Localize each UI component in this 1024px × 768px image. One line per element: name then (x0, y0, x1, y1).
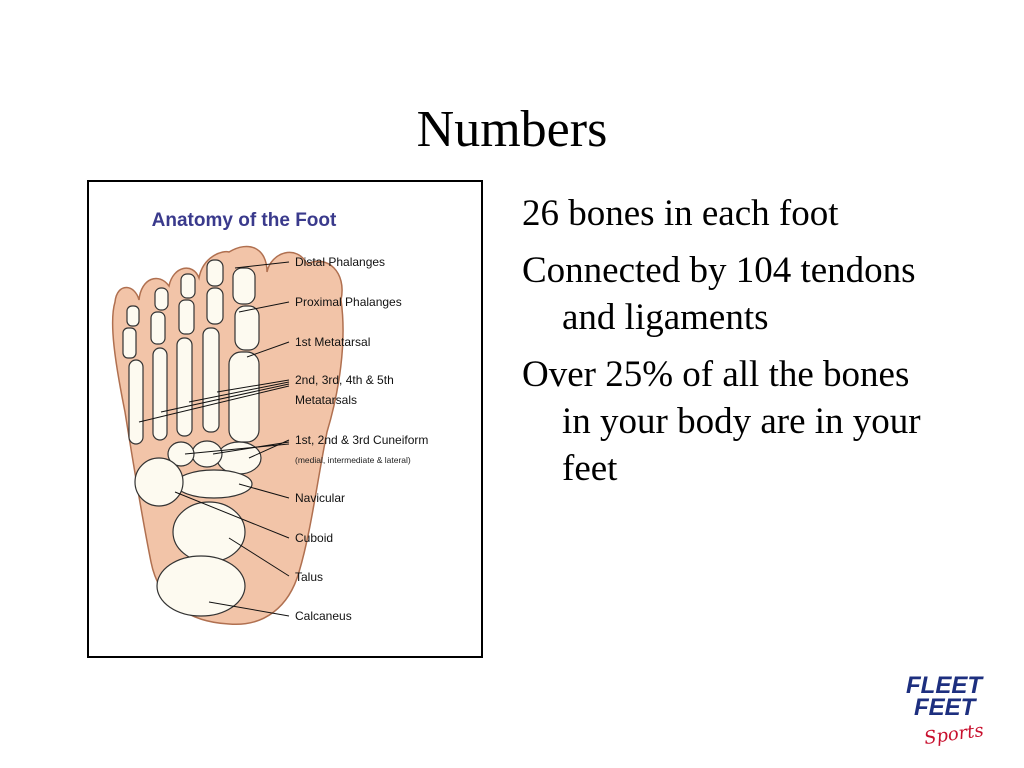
label-metatarsals-line1: 2nd, 3rd, 4th & 5th (295, 373, 394, 387)
foot-anatomy-figure (87, 180, 483, 658)
logo-line2: FEET (914, 694, 976, 721)
bullet-item: Over 25% of all the bones in your body are in your feet (522, 354, 921, 489)
label-calcaneus: Calcaneus (295, 609, 352, 623)
label-navicular: Navicular (295, 491, 346, 505)
logo-script: Sports (922, 719, 985, 750)
foot-illustration (89, 182, 481, 656)
bullet-item: 26 bones in each foot (522, 193, 839, 234)
label-talus: Talus (295, 570, 324, 584)
slide-title: Numbers (416, 101, 608, 158)
bullet-list (522, 190, 942, 502)
label-cuboid: Cuboid (295, 531, 334, 545)
label-cuneiform: 1st, 2nd & 3rd Cuneiform (295, 433, 429, 447)
label-first-metatarsal: 1st Metatarsal (295, 335, 371, 349)
bullet-item: Connected by 104 tendons and ligaments (522, 250, 916, 338)
label-cuneiform-note: (medial, intermediate & lateral) (295, 455, 411, 465)
fleet-feet-logo (902, 674, 1012, 754)
figure-title: Anatomy of the Foot (151, 210, 337, 231)
logo-line1: FLEET (906, 672, 982, 699)
label-proximal-phalanges: Proximal Phalanges (295, 295, 402, 309)
label-distal-phalanges: Distal Phalanges (295, 255, 386, 269)
label-metatarsals-line2: Metatarsals (295, 393, 358, 407)
